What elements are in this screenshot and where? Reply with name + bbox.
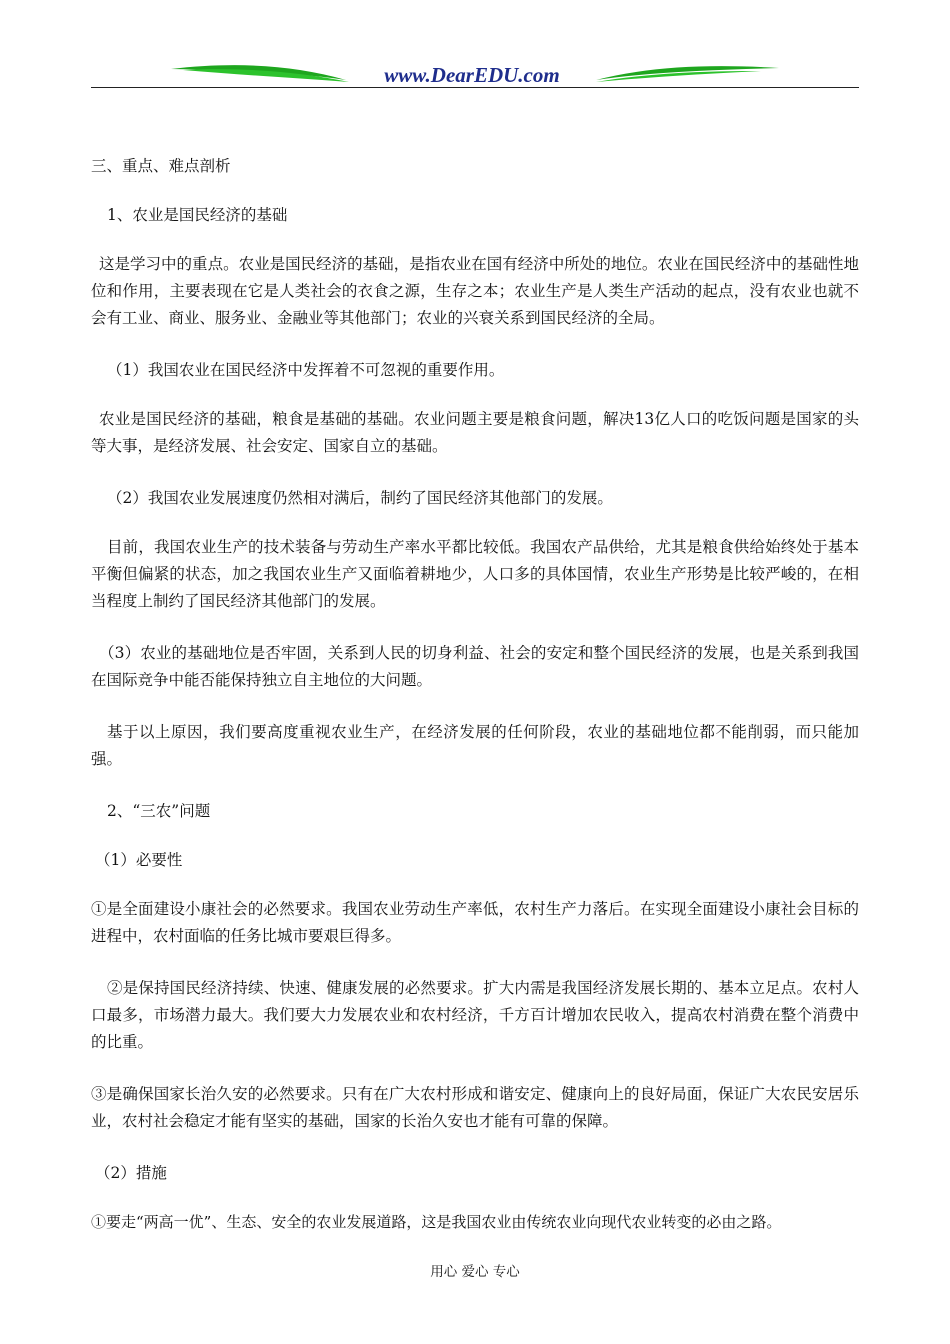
paragraph-item-1: ①是全面建设小康社会的必然要求。我国农业劳动生产率低，农村生产力落后。在实现全面建设小康社会目标的进程中，农村面临的任务比城市要艰巨得多。 bbox=[91, 900, 859, 945]
point-heading-necessity: （1）必要性 bbox=[95, 851, 183, 869]
paragraph: 目前，我国农业生产的技术装备与劳动生产率水平都比较低。我国农产品供给，尤其是粮食供给始终处于基本平衡但偏紧的状态，加之我国农业生产又面临着耕地少，人口多的具体国情，农业生产形势是比较严峻的，在相当程度上制约了国民经济其他部门的发展。 bbox=[91, 538, 859, 610]
point-heading-2: （2）我国农业发展速度仍然相对满后，制约了国民经济其他部门的发展。 bbox=[107, 489, 613, 507]
header-divider bbox=[91, 87, 859, 88]
paragraph-point-3: （3）农业的基础地位是否牢固，关系到人民的切身利益、社会的安定和整个国民经济的发展，也是关系到我国在国际竞争中能否能保持独立自主地位的大问题。 bbox=[91, 644, 859, 689]
page-footer: 用心 爱心 专心 bbox=[430, 1264, 520, 1280]
paragraph: 农业是国民经济的基础，粮食是基础的基础。农业问题主要是粮食问题，解决13亿人口的吃饭问题是国家的头等大事，是经济发展、社会安定、国家自立的基础。 bbox=[91, 410, 859, 455]
subheading-2: 2、“三农”问题 bbox=[107, 802, 211, 820]
logo-swoosh-graphic bbox=[91, 58, 859, 90]
section-heading: 三、重点、难点剖析 bbox=[91, 157, 231, 175]
site-logo-banner bbox=[91, 58, 859, 90]
paragraph-measure-1: ①要走“两高一优”、生态、安全的农业发展道路，这是我国农业由传统农业向现代农业转变的必由之路。 bbox=[91, 1213, 782, 1231]
point-heading-1: （1）我国农业在国民经济中发挥着不可忽视的重要作用。 bbox=[107, 361, 505, 379]
paragraph-item-3: ③是确保国家长治久安的必然要求。只有在广大农村形成和谐安定、健康向上的良好局面，保证广大农民安居乐业，农村社会稳定才能有坚实的基础，国家的长治久安也才能有可靠的保障。 bbox=[91, 1085, 859, 1130]
paragraph: 这是学习中的重点。农业是国民经济的基础，是指农业在国有经济中所处的地位。农业在国民经济中的基础性地位和作用，主要表现在它是人类社会的衣食之源，生存之本；农业生产是人类生产活动的起点，没有农业也就不会有工业、商业、服务业、金融业等其他部门；农业的兴衰关系到国民经济的全局。 bbox=[91, 255, 859, 327]
document-body bbox=[91, 153, 859, 1261]
subheading-1: 1、农业是国民经济的基础 bbox=[107, 206, 288, 224]
logo-text: www.DearEDU.com bbox=[384, 63, 560, 87]
point-heading-measures: （2）措施 bbox=[95, 1164, 167, 1182]
paragraph: 基于以上原因，我们要高度重视农业生产，在经济发展的任何阶段，农业的基础地位都不能削弱，而只能加强。 bbox=[91, 723, 859, 768]
paragraph-item-2: ②是保持国民经济持续、快速、健康发展的必然要求。扩大内需是我国经济发展长期的、基本立足点。农村人口最多，市场潜力最大。我们要大力发展农业和农村经济，千方百计增加农民收入，提高农村消费在整个消费中的比重。 bbox=[91, 979, 859, 1051]
